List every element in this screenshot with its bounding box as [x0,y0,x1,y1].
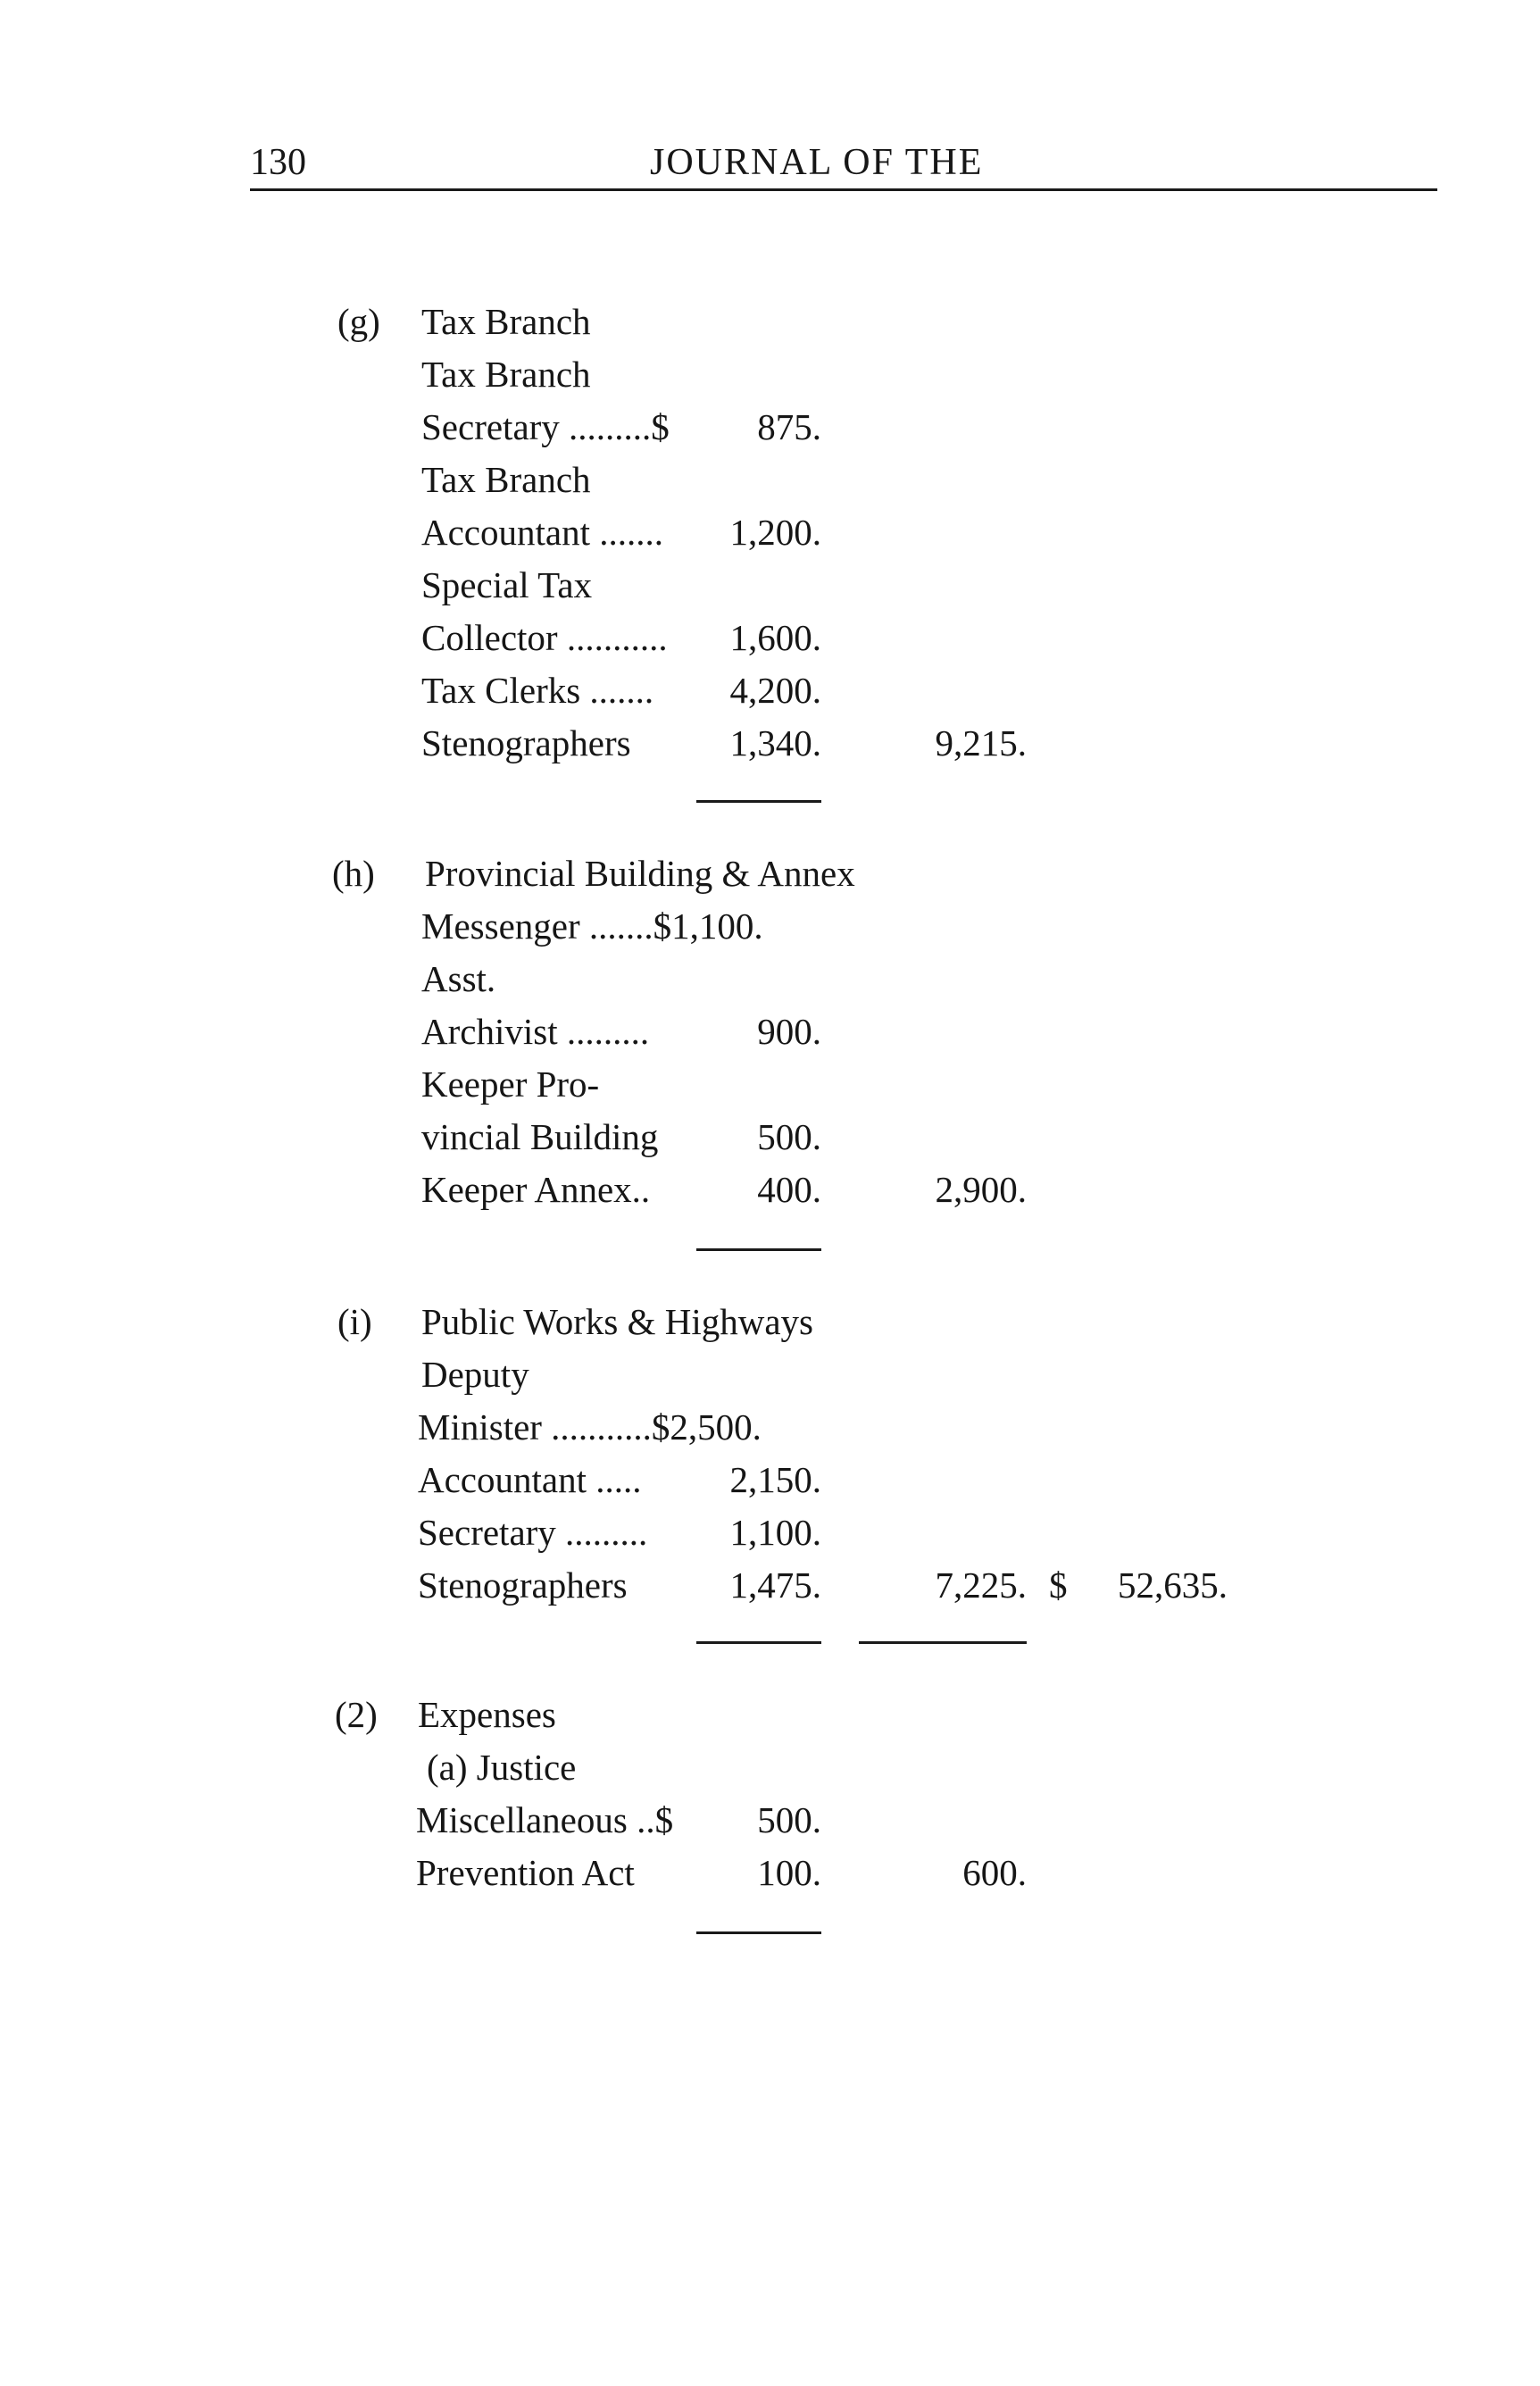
line-label: Secretary .........$ [421,406,670,447]
line-label: Messenger .......$1,100. [421,905,763,947]
section-total-i: 7,225. [935,1564,1027,1606]
section-heading-expenses: Expenses [418,1694,556,1735]
amount: 875. [757,406,821,447]
amount: 100. [757,1852,821,1893]
section-marker-i: (i) [337,1301,372,1342]
section-heading-g: Tax Branch [421,301,591,342]
amount: 900. [757,1011,821,1052]
amount: 2,150. [729,1459,821,1500]
section-marker-h: (h) [332,853,375,894]
line-label: Secretary ......... [418,1512,648,1553]
amount: 1,340. [729,722,821,763]
subtotal-rule [696,1931,821,1934]
line-label: Asst. [421,958,496,999]
line-label: Stenographers [421,722,631,763]
line-label: vincial Building [421,1116,659,1157]
sub-heading-justice: (a) Justice [427,1747,577,1788]
section-marker-g: (g) [337,301,380,342]
line-label: Keeper Annex.. [421,1169,651,1210]
line-label: Collector ........... [421,617,668,658]
total-rule [859,1641,1027,1644]
grand-total: 52,635. [1118,1564,1228,1606]
page-number: 130 [250,142,306,183]
section-total-expenses: 600. [962,1852,1027,1893]
subtotal-rule [696,1248,821,1251]
section-total-g: 9,215. [935,722,1027,763]
line-label: Miscellaneous ..$ [416,1799,674,1840]
amount: 4,200. [729,670,821,711]
subtotal-rule [696,1641,821,1644]
amount: 1,100. [729,1512,821,1553]
amount: 1,200. [729,512,821,553]
line-label: Archivist ......... [421,1011,650,1052]
line-label: Special Tax [421,564,593,605]
amount: 500. [757,1799,821,1840]
line-label: Deputy [421,1354,529,1395]
amount: 500. [757,1116,821,1157]
line-label: Keeper Pro- [421,1064,600,1105]
amount: 1,475. [729,1564,821,1606]
line-label: Stenographers [418,1564,628,1606]
section-total-h: 2,900. [935,1169,1027,1210]
line-label: Tax Branch [421,354,591,395]
line-label: Prevention Act [416,1852,635,1893]
subtotal-rule [696,800,821,803]
header-rule [250,188,1437,191]
line-label: Accountant ..... [418,1459,642,1500]
running-title: JOURNAL OF THE [650,142,984,183]
line-label: Accountant ....... [421,512,663,553]
line-label: Tax Branch [421,459,591,500]
line-label: Tax Clerks ....... [421,670,654,711]
amount: 1,600. [729,617,821,658]
amount: 400. [757,1169,821,1210]
section-heading-i: Public Works & Highways [421,1301,813,1342]
line-label: Minister ...........$2,500. [418,1406,762,1447]
section-marker-2: (2) [335,1694,378,1735]
section-heading-h: Provincial Building & Annex [425,853,855,894]
grand-total-dollar: $ [1049,1564,1068,1606]
